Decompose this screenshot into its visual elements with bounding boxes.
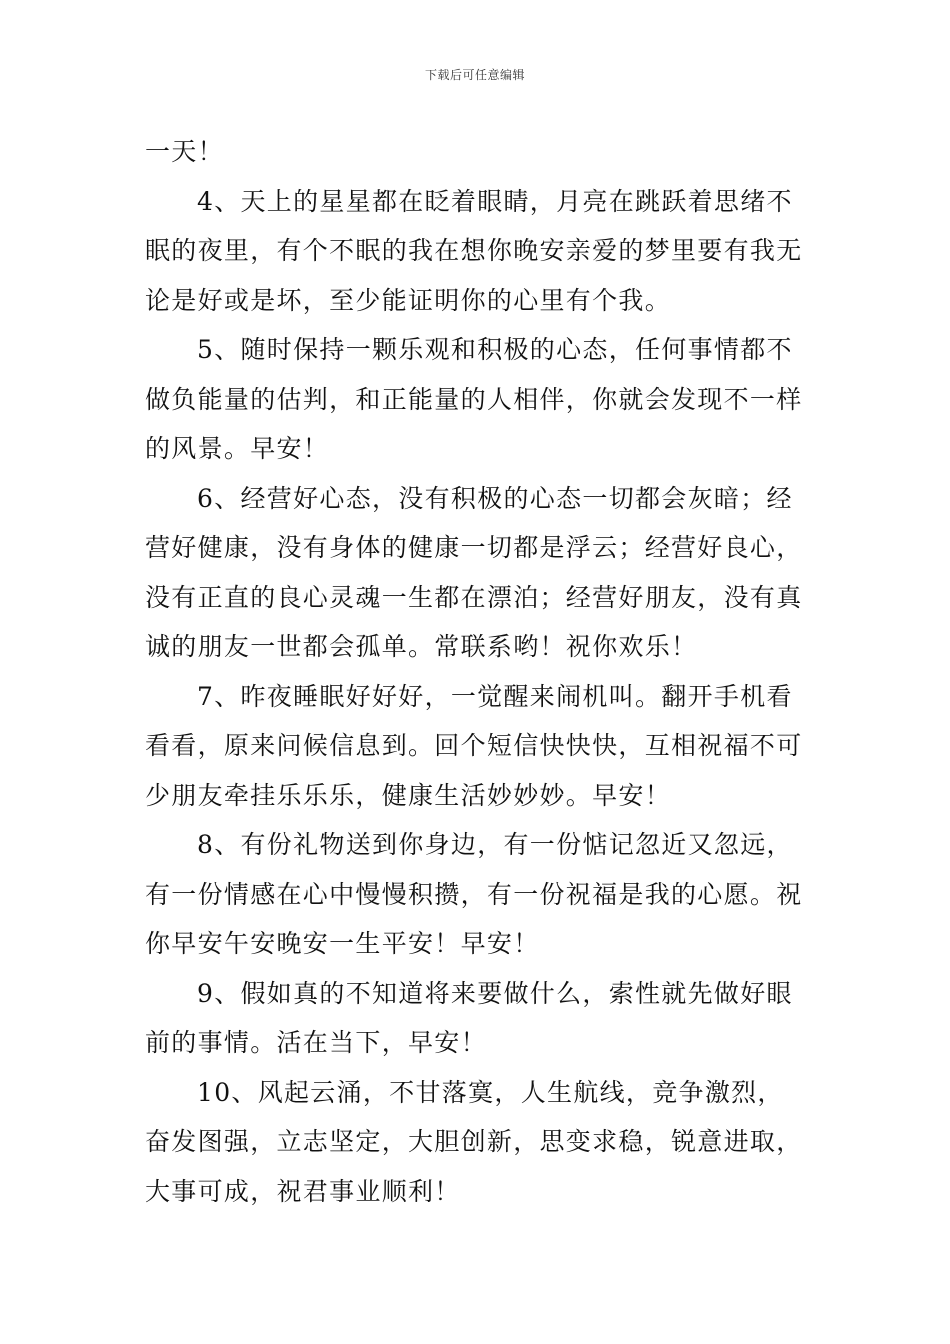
paragraph-item-9: 9、假如真的不知道将来要做什么，索性就先做好眼前的事情。活在当下，早安！	[145, 978, 793, 1057]
paragraph-item-7: 7、昨夜睡眠好好好，一觉醒来闹机叫。翻开手机看看看，原来问候信息到。回个短信快快快，互相祝福不可少朋友牵挂乐乐乐，健康生活妙妙妙。早安！	[145, 681, 803, 810]
paragraph-item-4: 4、天上的星星都在眨着眼睛，月亮在跳跃着思绪不眠的夜里，有个不眠的我在想你晚安亲爱的梦里要有我无论是好或是坏，至少能证明你的心里有个我。	[145, 186, 803, 315]
paragraph-item-10: 10、风起云涌，不甘落寞，人生航线，竞争激烈，奋发图强，立志坚定，大胆创新，思变求稳，锐意进取，大事可成，祝君事业顺利！	[145, 1077, 803, 1206]
paragraph-item-6: 6、经营好心态，没有积极的心态一切都会灰暗；经营好健康，没有身体的健康一切都是浮云；经营好良心，没有正直的良心灵魂一生都在漂泊；经营好朋友，没有真诚的朋友一世都会孤单。常联系哟！祝你欢乐！	[145, 483, 803, 661]
page-header-note: 下载后可任意编辑	[424, 68, 525, 82]
document-body	[145, 127, 808, 1216]
paragraph-item-8: 8、有份礼物送到你身边，有一份惦记忽近又忽远，有一份情感在心中慢慢积攒，有一份祝福是我的心愿。祝你早安午安晚安一生平安！早安！	[145, 830, 803, 958]
paragraph-item-5: 5、随时保持一颗乐观和积极的心态，任何事情都不做负能量的估判，和正能量的人相伴，你就会发现不一样的风景。早安！	[145, 335, 803, 463]
paragraph-continuation: 一天！	[145, 137, 224, 166]
